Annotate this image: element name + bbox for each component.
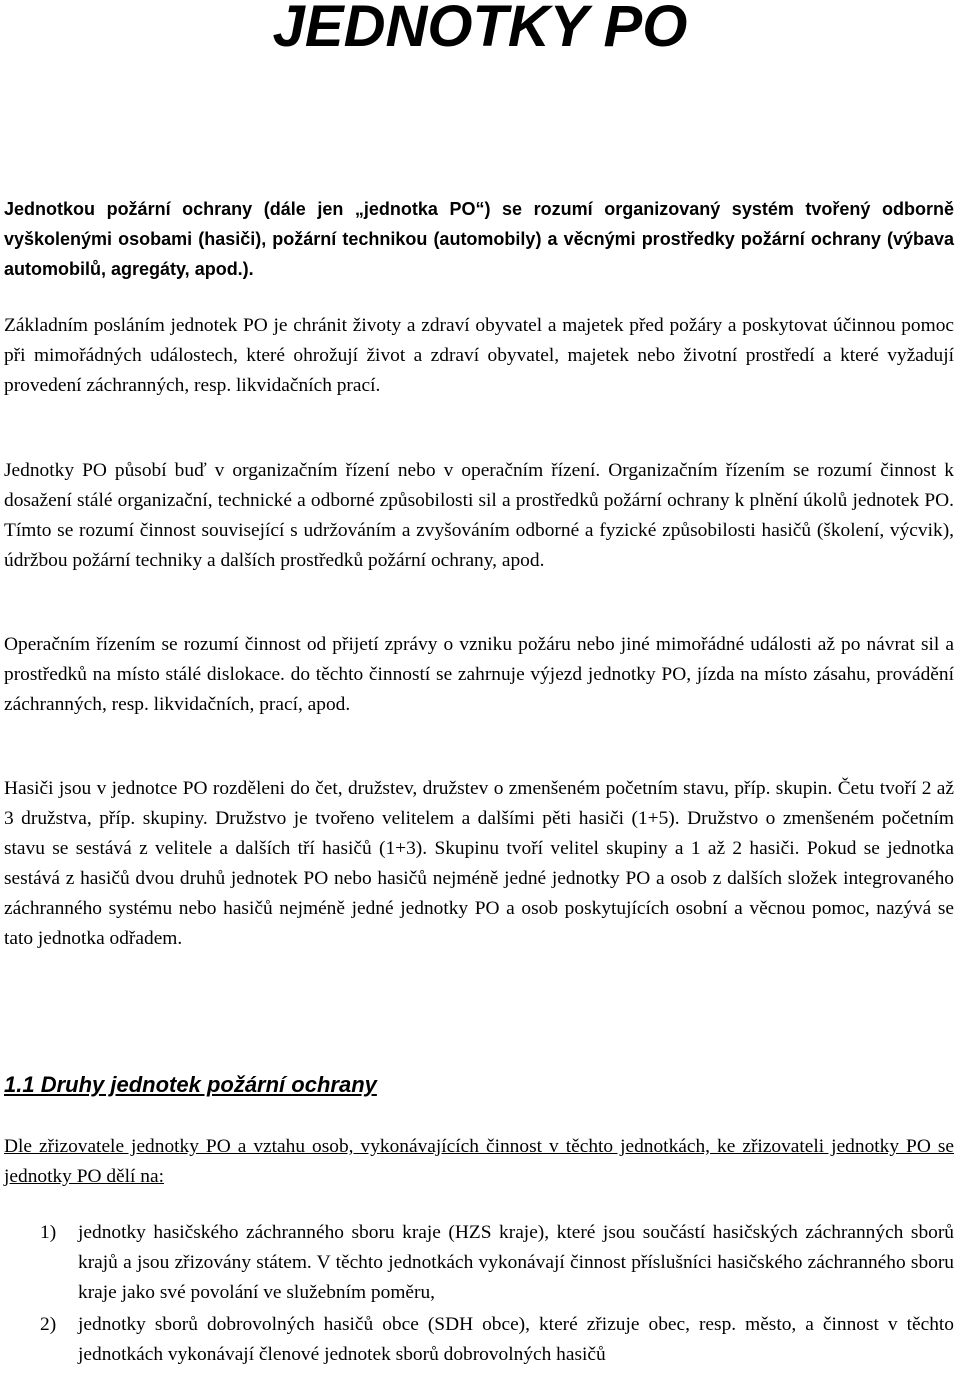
body-paragraph: Základním posláním jednotek PO je chránit životy a zdraví obyvatel a majetek před požáry a poskytovat účinnou pomoc při mimořádných událostech, které ohrožují život a zdraví obyvatel, majetek nebo životní prostředí a které vyžadují provedení záchranných, resp. likvidačních prací. bbox=[4, 315, 954, 396]
list-item bbox=[4, 1310, 954, 1370]
body-paragraph: Operačním řízením se rozumí činnost od přijetí zprávy o vzniku požáru nebo jiné mimořádné události až po návrat sil a prostředků na místo stálé dislokace. do těchto činností se zahrnuje výjezd jednotky PO, jízda na místo zásahu, provádění záchranných, resp. likvidačních, prací, apod. bbox=[4, 634, 954, 715]
list-marker: 1) bbox=[40, 1222, 57, 1243]
body-paragraph: Jednotky PO působí buď v organizačním řízení nebo v operačním řízení. Organizačním řízením se rozumí činnost k dosažení stálé organizační, technické a odborné způsobilosti sil a prostředků požární ochrany k plnění úkolů jednotek PO. Tímto se rozumí činnost související s udržováním a zvyšováním odborné a fyzické způsobilosti hasičů (školení, výcvik), údržbou požární techniky a dalších prostředků požární ochrany, apod. bbox=[4, 460, 954, 571]
list-item bbox=[4, 1218, 954, 1308]
list-item-text: jednotky sborů dobrovolných hasičů obce (SDH obce), které zřizuje obec, resp. město, a činnost v těchto jednotkách vykonávají členové jednotek sborů dobrovolných hasičů bbox=[78, 1314, 954, 1365]
list-item-text: jednotky hasičského záchranného sboru kraje (HZS kraje), které jsou součástí hasičských záchranných sborů krajů a jsou zřizovány státem. V těchto jednotkách vykonávají činnost příslušníci hasičského záchranného sboru kraje jako své povolání ve služebním poměru, bbox=[78, 1222, 954, 1303]
body-paragraph: Hasiči jsou v jednotce PO rozděleni do čet, družstev, družstev o zmenšeném početním stavu, příp. skupin. Četu tvoří 2 až 3 družstva, příp. skupiny. Družstvo je tvořeno velitelem a dalšími pěti hasiči (1+5). Družstvo o zmenšeném početním stavu se sestává z velitele a dalších tří hasičů (1+3). Skupinu tvoří velitel skupiny a 1 až 2 hasiči. Pokud se jednotka sestává z hasičů dvou druhů jednotek PO nebo hasičů nejméně jedné jednotky PO a osob z dalších složek integrovaného záchranného systému nebo hasičů nejméně jedné jednotky PO a osob poskytujících osobní a věcnou pomoc, nazývá se tato jednotka odřadem. bbox=[4, 778, 954, 949]
list-marker: 2) bbox=[40, 1314, 57, 1335]
page-title: JEDNOTKY PO bbox=[272, 0, 688, 59]
unit-types-list bbox=[4, 1218, 954, 1372]
section-lead: Dle zřizovatele jednotky PO a vztahu osob, vykonávajících činnost v těchto jednotkách, ke zřizovateli jednotky PO se jednotky PO dělí na: bbox=[4, 1136, 954, 1187]
section-heading: 1.1 Druhy jednotek požární ochrany bbox=[4, 1072, 377, 1097]
intro-paragraph: Jednotkou požární ochrany (dále jen „jednotka PO“) se rozumí organizovaný systém tvořený odborně vyškolenými osobami (hasiči), požární technikou (automobily) a věcnými prostředky požární ochrany (výbava automobilů, agregáty, apod.). bbox=[4, 199, 954, 279]
